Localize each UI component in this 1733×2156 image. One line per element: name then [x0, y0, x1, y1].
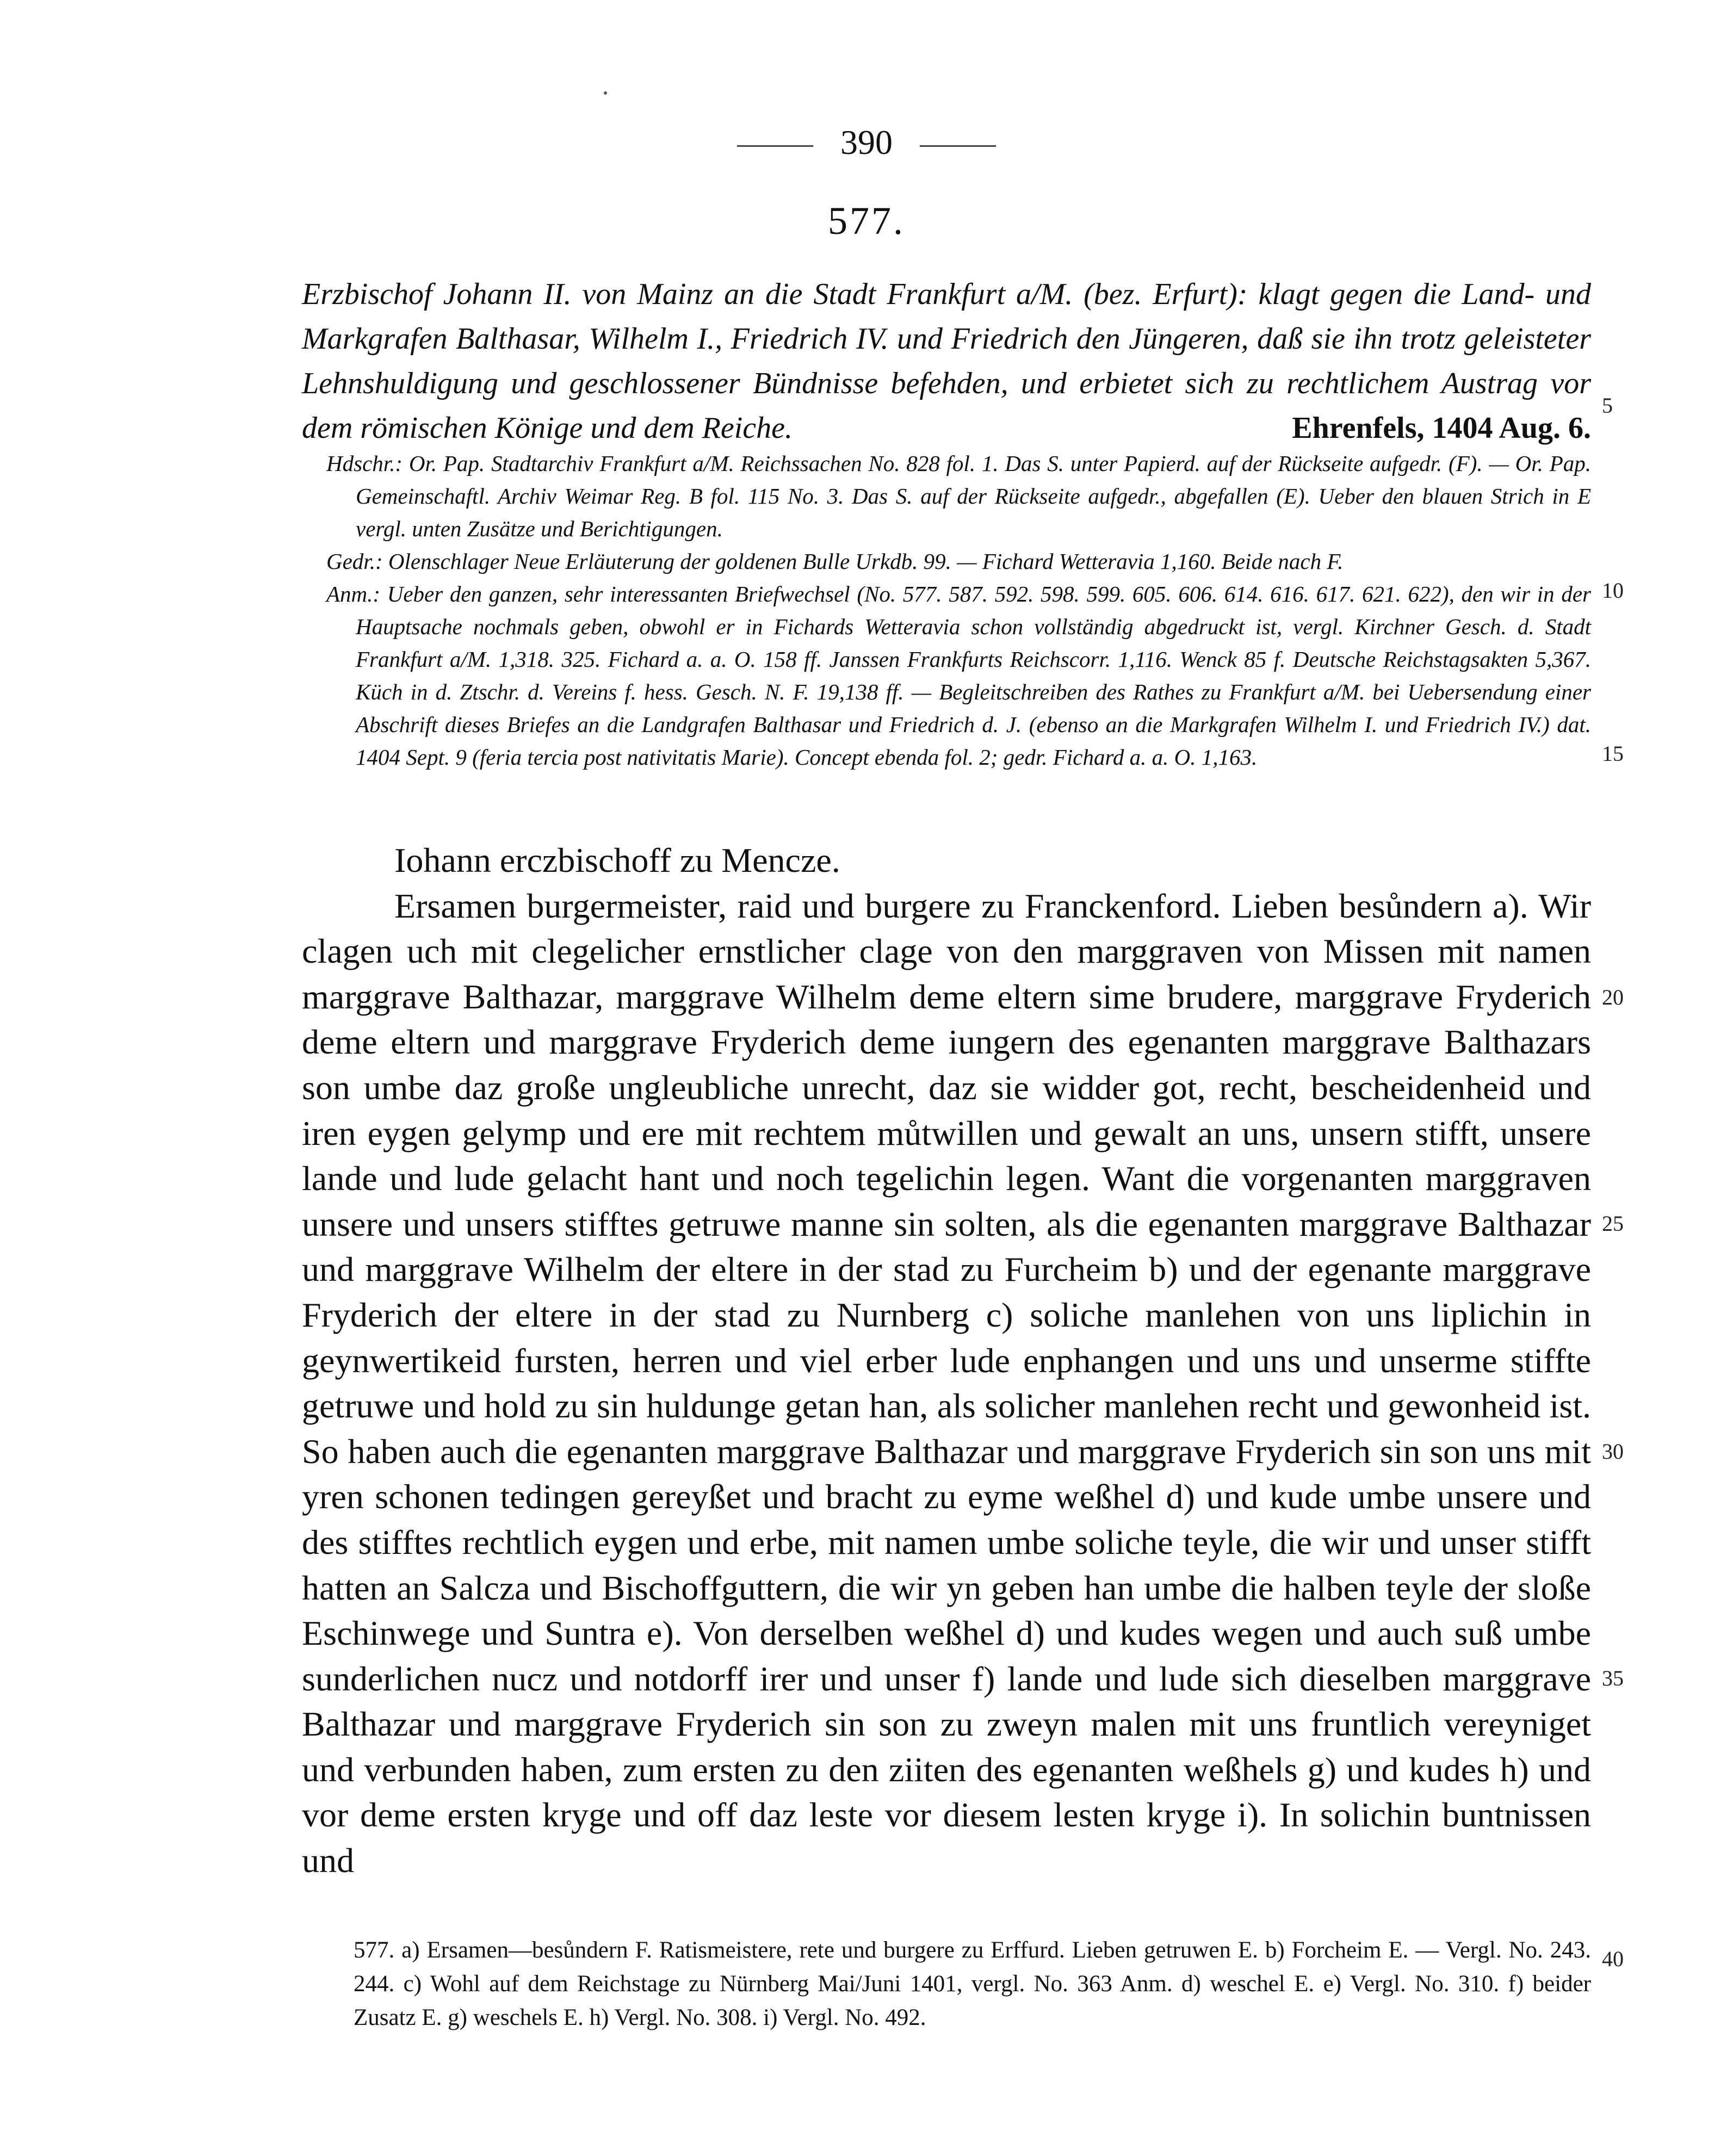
regest [302, 272, 1591, 450]
note-remarks: Anm.: Ueber den ganzen, sehr interessanten Briefwechsel (No. 577. 587. 592. 598. 599. 605. 606. 614. 616. 617. 621. 622), den wir in der Hauptsache nochmals geben, obwohl er in Fichards Wetteravia schon vollständig abgedruckt ist, vergl. Kirchner Gesch. d. Stadt Frankfurt a/M. 1,318. 325. Fichard a. a. O. 158 ff. Janssen Frankfurts Reichscorr. 1,116. Wenck 85 f. Deutsche Reichstagsakten 5,367. Küch in d. Ztschr. d. Vereins f. hess. Gesch. N. F. 19,138 ff. — Begleitschreiben des Rathes zu Frankfurt a/M. bei Uebersendung einer Abschrift dieses Briefes an die Landgrafen Balthasar und Friedrich d. J. (ebenso an die Markgrafen Wilhelm I. und Friedrich IV.) dat. 1404 Sept. 9 (feria tercia post nativitatis Marie). Concept ebenda fol. 2; gedr. Fichard a. a. O. 1,163. [326, 581, 1591, 770]
speck [604, 91, 607, 95]
line-number: 35 [1602, 1666, 1624, 1690]
line-number: 25 [1602, 1211, 1624, 1236]
page-header [0, 122, 1733, 163]
source-notes [326, 447, 1591, 773]
line-number: 15 [1602, 741, 1624, 766]
header-rule-right [920, 145, 996, 147]
salutation: Iohann erczbischoff zu Mencze. [394, 841, 840, 879]
note-manuscripts: Hdschr.: Or. Pap. Stadtarchiv Frankfurt a/M. Reichssachen No. 828 fol. 1. Das S. unter Papierd. auf der Rückseite aufgedr. (F). — Or. Pap. Gemeinschaftl. Archiv Weimar Reg. B fol. 115 No. 3. Das S. auf der Rückseite aufgedr., abgefallen (E). Ueber den blauen Strich in E vergl. unten Zusätze und Berichtigungen. [326, 451, 1591, 541]
main-text [302, 838, 1591, 1884]
footnote-text: 577. a) Ersamen—besůndern F. Ratismeistere, rete und burgere zu Erffurd. Lieben getruwen E. b) Forcheim E. — Vergl. No. 243. 244. c) Wohl auf dem Reichstage zu Nürnberg Mai/Juni 1401, vergl. No. 363 Anm. d) weschel E. e) Vergl. No. 310. f) beider Zusatz E. g) weschels E. h) Vergl. No. 308. i) Vergl. No. 492. [354, 1937, 1591, 2030]
footnotes [354, 1934, 1591, 2035]
page-number: 390 [840, 123, 893, 162]
line-number: 20 [1602, 985, 1624, 1009]
note-printed: Gedr.: Olenschlager Neue Erläuterung der goldenen Bulle Urkdb. 99. — Fichard Wetteravia 1,160. Beide nach F. [326, 549, 1344, 574]
regest-date: Ehrenfels, 1404 Aug. 6. [1292, 411, 1591, 445]
document-number: 577. [828, 199, 905, 243]
line-number: 10 [1602, 578, 1624, 603]
line-number: 30 [1602, 1439, 1624, 1464]
line-number: 40 [1602, 1947, 1624, 1971]
letter-body: Ersamen burgermeister, raid und burgere zu Franckenford. Lieben besůndern a). Wir clagen uch mit clegelicher ernstlicher clage von den marggraven von Missen mit namen marggrave Balthazar, marggrave Wilhelm deme eltern sime brudere, marggrave Fryderich deme eltern und marggrave Fryderich deme iungern des egenanten marggrave Balthazars son umbe daz große ungleubliche unrecht, daz sie widder got, recht, bescheidenheid und iren eygen gelymp und ere mit rechtem můtwillen und gewalt an uns, unsern stifft, unsere lande und lude gelacht hant und noch tegelichin legen. Want die vorgenanten marggraven unsere und unsers stifftes getruwe manne sin solten, als die egenanten marggrave Balthazar und marggrave Wilhelm der eltere in der stad zu Furcheim b) und der egenante marggrave Fryderich der eltere in der stad zu Nurnberg c) soliche manlehen von uns liplichin in geynwertikeid fursten, herren und viel erber lude enphangen und uns und unserme stiffte getruwe und hold zu sin huldunge getan han, als solicher manlehen recht und gewonheid ist. So haben auch die egenanten marggrave Balthazar und marggrave Fryderich sin son uns mit yren schonen tedingen gereyßet und bracht zu eyme weßhel d) und kude umbe unsere und des stifftes rechtlich eygen und erbe, mit namen umbe soliche teyle, die wir und unser stifft hatten an Salcza und Bischoffguttern, die wir yn geben han umbe die halben teyle der sloße Eschinwege und Suntra e). Von derselben weßhel d) und kudes wegen und auch suß umbe sunderlichen nucz und notdorff irer und unser f) lande und lude sich dieselben marggrave Balthazar und marggrave Fryderich sin son zu zweyn malen mit uns fruntlich vereyniget und verbunden haben, zum ersten zu den ziiten des egenanten weßhels g) und kudes h) und vor deme ersten kryge und off daz leste vor diesem lesten kryge i). In solichin buntnissen und [302, 886, 1591, 1880]
regest-text: Erzbischof Johann II. von Mainz an die Stadt Frankfurt a/M. (bez. Erfurt): klagt gegen die Land- und Markgrafen Balthasar, Wilhelm I., Friedrich IV. und Friedrich den Jüngeren, daß sie ihn trotz geleisteter Lehnshuldigung und geschlossener Bündnisse befehden, und erbietet sich zu rechtlichem Austrag vor dem römischen Könige und dem Reiche. [302, 277, 1591, 445]
header-rule-left [737, 145, 813, 147]
line-number: 5 [1602, 393, 1613, 418]
